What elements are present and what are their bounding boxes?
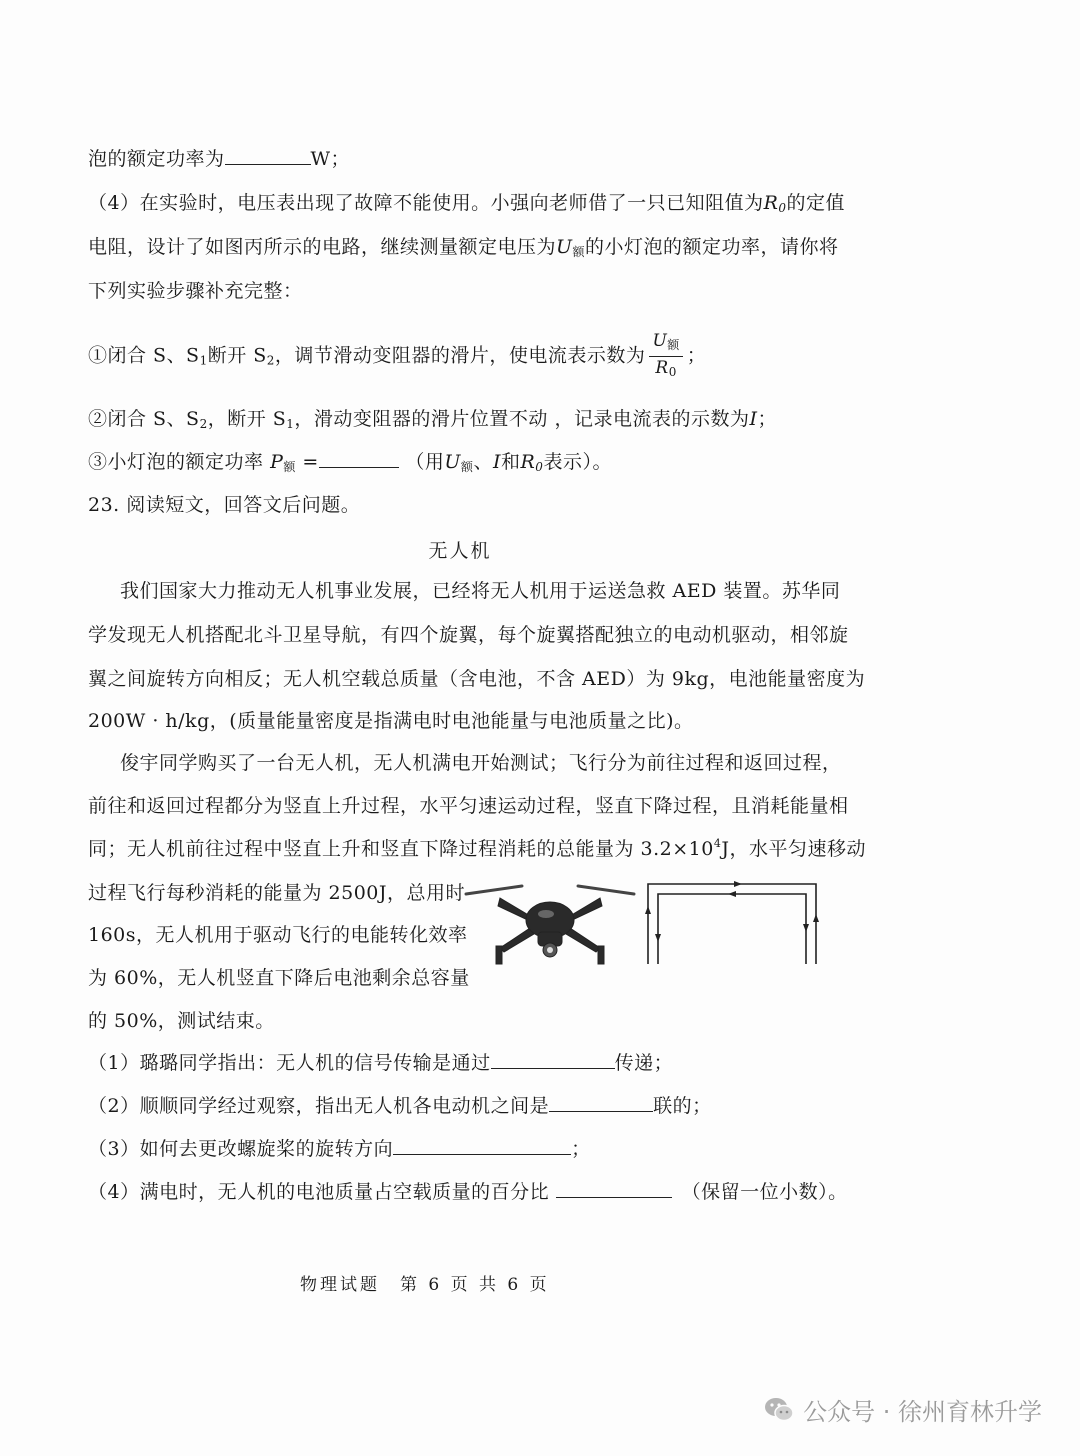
q22-part4-line: （4）在实验时，电压表出现了故障不能使用。小强向老师借了一只已知阻值为$R_0$的定值 (88, 192, 846, 215)
watermark (763, 1392, 1042, 1427)
passage-p1-line4: 200W · h/kg，(质量能量密度是指满电时电池能量与电池质量之比)。 (88, 710, 694, 732)
answer-blank-signal[interactable] (491, 1050, 615, 1069)
q22-part4-line3: 下列实验步骤补充完整： (88, 280, 303, 302)
watermark-text: 公众号 · 徐州育林升学 (803, 1398, 1042, 1426)
page-footer: 物理试题 第 6 页 共 6 页 (300, 1275, 550, 1295)
passage-p2-line5: 160s，无人机用于驱动飞行的电能转化效率 (88, 924, 468, 946)
passage-p2-line3: 同；无人机前往过程中竖直上升和竖直下降过程消耗的总能量为 $3.2\times 10^4J$，水平匀速移动 (88, 837, 866, 860)
flight-path-icon (640, 878, 830, 968)
answer-blank-power[interactable] (225, 146, 311, 165)
q23-header: 23. 阅读短文，回答文后问题。 (88, 494, 361, 516)
passage-p1-line2: 学发现无人机搭配北斗卫星导航，有四个旋翼，每个旋翼搭配独立的电动机驱动，相邻旋 (88, 624, 849, 646)
q23-sub4: （4）满电时，无人机的电池质量占空载质量的百分比 （保留一位小数）。 (88, 1181, 848, 1203)
q22-step2: ②闭合 S、$S_2$，断开 $S_1$，滑动变阻器的滑片位置不动 ，记录电流表的示数为I； (88, 408, 777, 431)
drone-icon (460, 876, 640, 968)
q23-sub3: （3）如何去更改螺旋桨的旋转方向 ； (88, 1138, 591, 1160)
answer-blank-percentage[interactable] (556, 1179, 672, 1198)
q22-step3: ③小灯泡的额定功率 $P_额$ = （用$U_额$、I和$R_0$表示）。 (88, 451, 612, 474)
passage-p2-line2: 前往和返回过程都分为竖直上升过程，水平匀速运动过程，竖直下降过程，且消耗能量相 (88, 795, 849, 817)
q22-step1: ①闭合 S、$S_1$断开 $S_2$，调节滑动变阻器的滑片，使电流表示数为 $\frac{U_额}{R_0}$ ； (88, 330, 706, 383)
passage-p1-line1: 我们国家大力推动无人机事业发展，已经将无人机用于运送急救 AED 装置。苏华同 (120, 580, 841, 602)
answer-blank-rated-power[interactable] (319, 449, 399, 468)
wechat-icon (763, 1394, 795, 1426)
passage-p2-line1: 俊宇同学购买了一台无人机，无人机满电开始测试；飞行分为前往过程和返回过程， (120, 752, 842, 774)
passage-p1-line3: 翼之间旋转方向相反；无人机空载总质量（含电池，不含 AED）为 9kg，电池能量密度为 (88, 668, 866, 690)
passage-p2-line4: 过程飞行每秒消耗的能量为 2500J，总用时 (88, 882, 466, 904)
q23-sub1: （1）璐璐同学指出：无人机的信号传输是通过 传递； (88, 1052, 674, 1074)
passage-p2-line7: 的 50%，测试结束。 (88, 1010, 275, 1032)
answer-blank-connection[interactable] (549, 1093, 653, 1112)
q23-sub2: （2）顺顺同学经过观察，指出无人机各电动机之间是 联的； (88, 1095, 712, 1117)
q22-line1: 泡的额定功率为 W； (88, 148, 351, 170)
fraction-u-over-r0: $\frac{U_额}{R_0}$ (649, 330, 682, 383)
passage-title: 无人机 (428, 540, 492, 562)
q22-part4-line2: 电阻，设计了如图丙所示的电路，继续测量额定电压为$U_额$的小灯泡的额定功率，请你将 (88, 236, 839, 259)
answer-blank-propeller[interactable] (393, 1136, 571, 1155)
passage-p2-line6: 为 60%，无人机竖直下降后电池剩余总容量 (88, 967, 470, 989)
